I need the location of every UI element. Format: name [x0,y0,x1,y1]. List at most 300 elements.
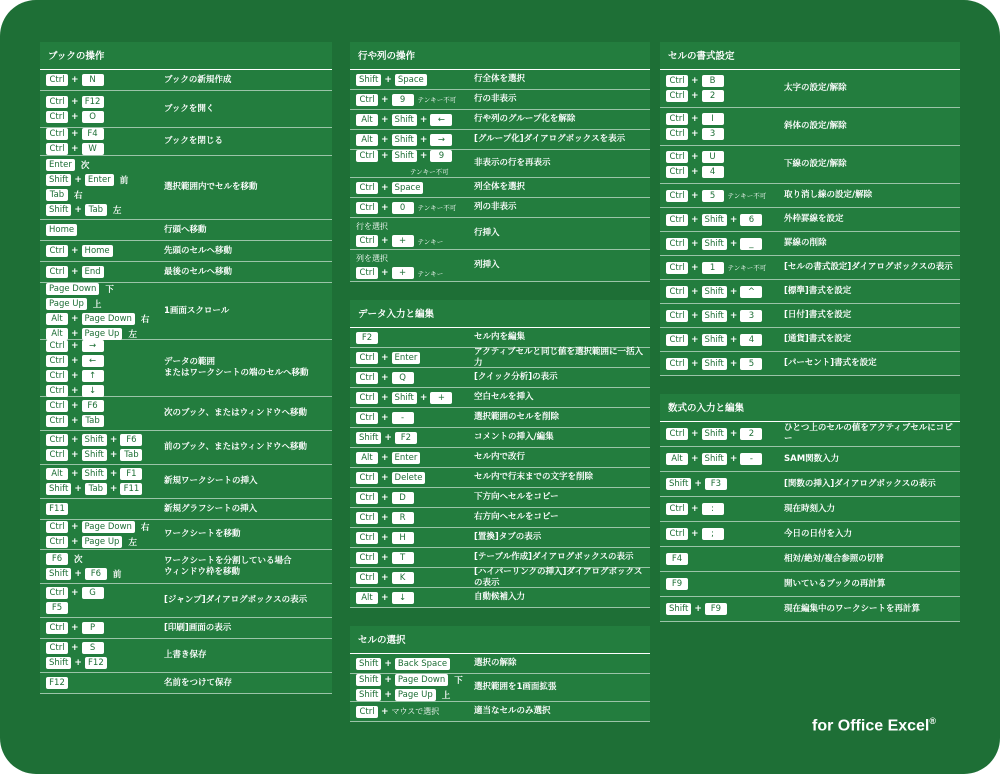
key-cap: 2 [702,90,724,102]
key-cap: Ctrl [666,166,688,178]
key-line [46,535,164,549]
key-cap: Ctrl [356,412,378,424]
key-line [356,331,474,345]
key-note: テンキー不可 [727,192,767,200]
key-cap: Ctrl [666,128,688,140]
key-combo [356,93,474,107]
key-cap: S [82,642,104,654]
key-line [666,427,784,441]
key-line [46,586,164,600]
shortcut-description: [通貨]書式を設定 [784,334,852,344]
key-cap: Shift [46,204,71,216]
key-line [46,369,164,383]
key-line [666,527,784,541]
plus-sign: + [381,94,389,105]
key-cap: F12 [46,677,68,689]
shortcut-row [40,618,332,639]
key-cap: Page Down [46,283,99,295]
shortcut-row [350,488,650,508]
key-line [46,73,164,87]
plus-sign: + [691,358,699,369]
key-line [666,357,784,371]
key-cap: Ctrl [356,372,378,384]
shortcut-description: 行全体を選択 [474,74,526,84]
key-cap: 1 [702,262,724,274]
plus-sign: + [71,328,79,339]
key-cap: Shift [392,150,417,162]
key-cap: 2 [740,428,762,440]
shortcut-description: セル内を編集 [474,332,526,342]
key-combo [356,219,474,248]
plus-sign: + [381,552,389,563]
key-cap: F9 [666,578,688,590]
key-cap: Alt [356,114,378,126]
shortcut-description: [テーブル作成]ダイアログボックスの表示 [474,552,634,562]
key-line [46,656,164,670]
key-cap: Tab [82,415,104,427]
plus-sign: + [419,151,428,161]
shortcut-row [660,184,960,208]
key-cap: - [740,453,762,465]
shortcut-description: ワークシートを分割している場合 ウィンドウ枠を移動 [164,555,292,577]
shortcut-row [350,250,650,282]
key-line [666,309,784,323]
plus-sign: + [691,504,699,514]
shortcut-description: [セルの書式設定]ダイアログボックスの表示 [784,262,953,272]
key-cap: F5 [46,602,68,614]
key-combo [356,673,474,702]
key-cap: Page Down [82,313,135,325]
key-line [356,411,474,425]
key-cap: ↓ [82,385,104,397]
plus-sign: + [381,492,389,503]
plus-sign: + [691,310,699,321]
plus-sign: + [381,236,389,246]
key-cap: Home [82,245,113,257]
shortcut-row [40,70,332,91]
key-cap: Ctrl [46,370,68,382]
key-cap: Ctrl [46,622,68,634]
key-cap: G [82,587,104,599]
key-line [356,591,474,605]
shortcut-row [350,178,650,198]
plus-sign: + [381,114,389,125]
plus-sign: + [71,129,79,139]
key-line [666,165,784,179]
plus-sign: + [381,452,389,463]
key-line [46,188,164,202]
key-cap: Alt [666,453,688,465]
key-combo [46,586,164,615]
key-cap: Alt [46,328,68,340]
key-combo [666,112,784,141]
key-line [46,676,164,690]
key-line [356,251,474,265]
plus-sign: + [71,537,79,547]
shortcut-description: 選択範囲内でセルを移動 [164,182,258,192]
key-cap: P [82,622,104,634]
key-line [666,89,784,103]
shortcut-row [660,497,960,522]
shortcut-row [40,397,332,431]
key-cap: Enter [392,352,421,364]
key-combo [356,657,474,671]
plus-sign: + [729,310,738,321]
shortcut-row [660,108,960,146]
shortcut-description: 罫線の削除 [784,238,827,248]
key-combo [46,520,164,549]
shortcut-row [40,499,332,520]
key-cap: Ctrl [46,340,68,352]
key-cap: Ctrl [666,214,688,226]
key-combo [666,189,784,203]
key-line [46,384,164,398]
key-cap: Ctrl [666,310,688,322]
key-line [666,333,784,347]
shortcut-description: 名前をつけて保存 [164,677,233,688]
shortcut-description: データの範囲 またはワークシートの端のセルへ移動 [164,357,309,378]
plus-sign: + [381,268,389,278]
key-line [46,127,164,141]
key-cap: Ctrl [666,503,688,515]
plus-sign: + [71,340,79,351]
key-line [46,399,164,413]
key-cap: F12 [82,96,104,108]
key-combo [356,571,474,585]
key-cap: K [392,572,414,584]
key-combo [356,351,474,365]
shortcut-row [660,572,960,597]
key-combo [46,95,164,124]
key-cap: Page Up [395,689,436,701]
shortcut-row [350,388,650,408]
plus-sign: + [74,484,82,494]
shortcut-row [40,262,332,283]
plus-sign: + [729,238,738,249]
key-combo [356,73,474,87]
section-title: ブックの操作 [40,42,332,70]
key-line [666,602,784,616]
key-cap: T [392,552,414,564]
key-cap: Ctrl [356,352,378,364]
key-line [356,93,474,107]
key-line [356,266,474,280]
key-combo [46,127,164,156]
key-cap: Ctrl [356,182,378,194]
key-combo [666,577,784,591]
shortcut-description: [グループ化]ダイアログボックスを表示 [474,134,626,144]
key-line [46,467,164,481]
key-combo [46,399,164,428]
key-cap: 5 [702,190,724,202]
shortcut-description: セル内で行末までの文字を削除 [474,472,594,482]
key-line [666,452,784,466]
key-cap: D [392,492,414,504]
shortcut-description: 次のブック、またはウィンドウへ移動 [164,408,308,418]
key-combo [46,158,164,217]
key-cap: Ctrl [356,94,378,106]
shortcut-description: 右方向へセルをコピー [474,512,559,522]
key-cap: F4 [666,553,688,565]
key-cap: Ctrl [356,552,378,564]
key-combo [666,150,784,179]
key-line [666,112,784,126]
plus-sign: + [691,114,699,124]
section-gap [660,376,960,394]
shortcut-description: 適当なセルのみ選択 [474,706,551,716]
key-cap: Tab [85,204,107,216]
section-gap [350,608,650,626]
key-cap: Shift [46,174,71,186]
direction-label: 下 [454,676,463,686]
shortcut-row [350,654,650,674]
key-line [356,391,474,405]
key-cap: N [82,74,104,86]
key-line [46,520,164,534]
shortcut-row [660,70,960,108]
plus-sign: + [71,385,79,396]
plus-sign: + [381,512,389,523]
key-combo [666,602,784,616]
shortcut-row [40,340,332,397]
key-cap: Ctrl [46,385,68,397]
plus-sign: + [691,454,699,464]
key-cap: F6 [82,400,104,412]
key-cap: Ctrl [356,706,378,718]
key-combo [356,411,474,425]
plus-sign: + [71,370,79,381]
key-cap: Alt [46,468,68,480]
shortcut-row [350,130,650,150]
shortcut-row [350,568,650,588]
brand-text: for Office Excel [812,717,930,735]
key-combo [356,591,474,605]
shortcut-row [350,198,650,218]
key-cap: F3 [705,478,727,490]
shortcut-description: 列の非表示 [474,202,517,212]
shortcut-row [660,447,960,472]
key-cap: Shift [392,114,417,126]
key-combo [46,282,164,341]
key-line [46,601,164,615]
key-combo [356,491,474,505]
shortcut-row [660,547,960,572]
shortcut-description: コメントの挿入/編集 [474,432,554,442]
shortcut-row [660,146,960,184]
plus-sign: + [691,334,699,345]
shortcut-row [40,639,332,673]
key-cap: F9 [705,603,727,615]
key-cap: Space [395,74,427,86]
key-cap: Shift [702,453,727,465]
direction-label: 上 [92,299,102,310]
shortcut-description: [ジャンプ]ダイアログボックスの表示 [164,595,308,605]
key-cap: B [702,75,724,87]
key-line [46,448,164,462]
key-line [666,189,784,203]
plus-sign: + [71,435,79,445]
key-line [356,351,474,365]
shortcut-description: 下線の設定/解除 [784,159,847,169]
plus-sign: + [691,238,699,249]
key-combo [666,552,784,566]
plus-sign: + [384,432,392,443]
key-combo [356,201,474,215]
key-cap: Ctrl [356,572,378,584]
key-cap: Ctrl [356,202,378,214]
key-cap: Enter [46,159,75,171]
direction-label: 前 [112,570,122,580]
key-cap: Page Up [82,328,123,340]
key-cap: Shift [46,483,71,495]
shortcut-row [350,702,650,722]
shortcut-row [660,472,960,497]
key-cap: F11 [46,503,68,515]
key-cap: 4 [740,334,762,346]
key-cap: Ctrl [46,96,68,108]
shortcut-description: 現在時刻入力 [784,503,836,514]
plus-sign: + [71,75,79,85]
key-line [46,433,164,447]
shortcut-row [660,597,960,622]
shortcut-description: 列挿入 [474,260,500,270]
key-cap: Shift [702,310,727,322]
shortcut-description: [クイック分析]の表示 [474,372,558,382]
key-cap: Shift [666,478,691,490]
section-title: データ入力と編集 [350,300,650,328]
key-combo [356,391,474,405]
key-cap: Ctrl [46,642,68,654]
shortcut-row [40,156,332,220]
plus-sign: + [74,205,82,215]
key-cap: Shift [82,434,107,446]
plus-sign: + [71,96,79,107]
key-cap: F6 [120,434,142,446]
key-combo [666,477,784,491]
shortcut-description: 行挿入 [474,228,500,238]
plus-sign: + [71,450,79,460]
plus-sign: + [381,532,389,543]
shortcut-description: [日付]書式を設定 [784,310,852,320]
shortcut-row [350,448,650,468]
key-cap: I [702,113,724,125]
key-combo [356,331,474,345]
direction-label: 上 [441,691,451,701]
plus-sign: + [691,190,699,201]
key-line [666,577,784,591]
key-cap: Ctrl [666,151,688,163]
shortcut-description: 列全体を選択 [474,182,526,192]
section-title: 数式の入力と編集 [660,394,960,422]
key-cap: Ctrl [46,245,68,257]
key-line [356,73,474,87]
key-combo [356,149,474,178]
shortcut-description: 外枠罫線を設定 [784,214,844,224]
plus-sign: + [419,114,428,125]
key-cap: Ctrl [666,90,688,102]
key-cap: Shift [356,689,381,701]
plus-sign: + [74,175,82,185]
key-cap: _ [740,238,762,250]
plus-sign: + [419,134,428,145]
key-combo [356,371,474,385]
shortcut-description: ひとつ上のセルの値をアクティブセルにコピー [784,423,953,444]
key-cap: Page Up [46,298,87,310]
key-cap: Space [392,182,424,194]
shortcut-row [350,548,650,568]
shortcut-row [350,508,650,528]
plus-sign: + [381,134,389,145]
plus-sign: + [381,392,389,403]
key-line [666,213,784,227]
shortcut-row [350,110,650,130]
key-cap: F12 [85,657,107,669]
plus-sign: + [729,334,738,345]
key-cap: Shift [702,358,727,370]
shortcut-description: [置換]タブの表示 [474,532,542,542]
key-cap: 5 [740,358,762,370]
plus-sign: + [729,454,738,464]
key-combo [46,641,164,670]
shortcut-row [40,220,332,241]
key-combo [666,237,784,251]
key-cap: Shift [82,468,107,480]
direction-label: 右 [140,523,150,533]
key-cap: 9 [430,150,452,162]
key-cap: Ctrl [666,75,688,87]
column-left [40,42,332,694]
key-cap: Ctrl [666,190,688,202]
shortcut-row [350,70,650,90]
shortcut-row [40,283,332,340]
plus-sign: + [419,392,428,403]
plus-sign: + [381,706,389,717]
key-combo [666,309,784,323]
key-cap: ; [702,528,724,540]
shortcut-row [40,91,332,128]
key-cap: Shift [82,449,107,461]
key-cap: Ctrl [46,449,68,461]
key-combo [356,511,474,525]
shortcut-row [660,328,960,352]
key-line [46,502,164,516]
key-line [356,571,474,585]
plus-sign: + [71,416,79,426]
key-cap: Shift [702,428,727,440]
key-combo [666,74,784,103]
key-cap: Shift [356,658,381,670]
key-cap: Page Down [82,521,135,533]
key-combo [666,502,784,516]
key-cap: Ctrl [356,472,378,484]
plus-sign: + [691,214,699,225]
key-combo [46,73,164,87]
key-line [356,431,474,445]
key-combo [46,223,164,237]
key-cap: → [430,134,452,146]
shortcut-description: 選択の解除 [474,658,517,668]
key-cap: Ctrl [666,238,688,250]
key-line [46,173,164,187]
key-line [666,477,784,491]
key-line [46,244,164,258]
key-cap: Ctrl [356,267,378,279]
key-combo [46,621,164,635]
plus-sign: + [691,529,699,539]
key-cap: + [392,267,414,279]
key-combo [356,113,474,127]
plus-sign: + [109,469,118,479]
